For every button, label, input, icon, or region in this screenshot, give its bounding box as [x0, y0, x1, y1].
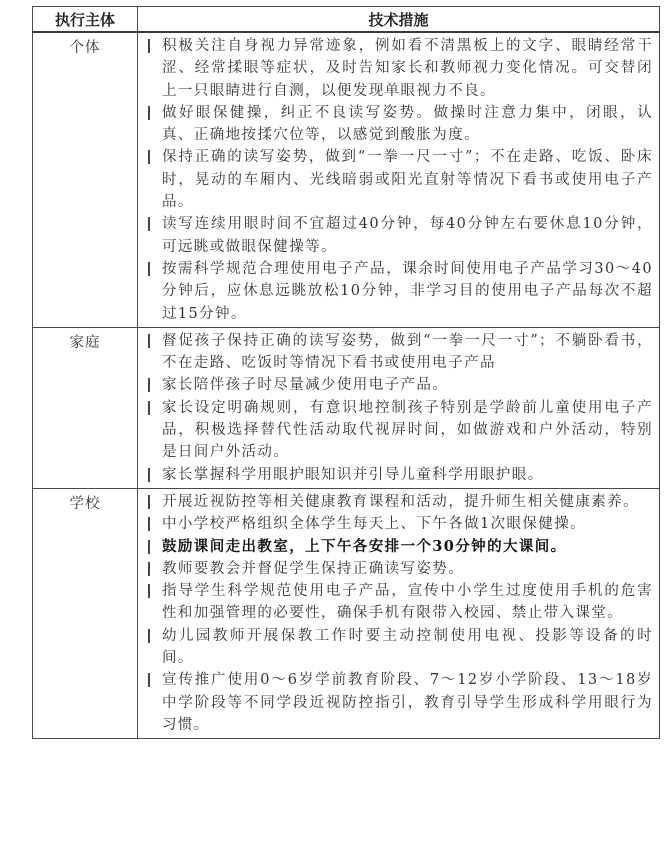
- document-page: [32, 6, 660, 739]
- measure-item: 指导学生科学规范使用电子产品，宣传中小学生过度使用手机的危害性和加强管理的必要性，确保手机有限带入校园、禁止带入课堂。: [146, 580, 653, 625]
- measures-cell: [138, 488, 660, 738]
- header-measures: 技术措施: [138, 7, 660, 33]
- table-row-individual: [33, 32, 660, 327]
- measure-item: 督促孩子保持正确的读写姿势，做到“一拳一尺一寸”；不躺卧看书，不在走路、吃饭时等情况下看书或使用电子产品: [146, 330, 653, 375]
- header-subject: 执行主体: [33, 7, 138, 33]
- measure-item: 开展近视防控等相关健康教育课程和活动，提升师生相关健康素养。: [146, 491, 653, 513]
- measure-item: 家长掌握科学用眼护眼知识并引导儿童科学用眼护眼。: [146, 464, 653, 486]
- measure-item: 家长陪伴孩子时尽量减少使用电子产品。: [146, 374, 653, 396]
- table-row-family: [33, 327, 660, 488]
- measure-item: 幼儿园教师开展保教工作时要主动控制使用电视、投影等设备的时间。: [146, 625, 653, 670]
- measure-item: 积极关注自身视力异常迹象，例如看不清黑板上的文字、眼睛经常干涩、经常揉眼等症状，及时告知家长和教师视力变化情况。可交替闭上一只眼睛进行自测，以便发现单眼视力不良。: [146, 35, 653, 102]
- measure-item: 教师要教会并督促学生保持正确读写姿势。: [146, 558, 653, 580]
- table-header-row: [33, 7, 660, 33]
- measure-item: 按需科学规范合理使用电子产品，课余时间使用电子产品学习30～40分钟后，应休息远眺放松10分钟，非学习目的使用电子产品每次不超过15分钟。: [146, 258, 653, 325]
- measure-item: 家长设定明确规则，有意识地控制孩子特别是学龄前儿童使用电子产品，积极选择替代性活动取代视屏时间，如做游戏和户外活动，特别是日间户外活动。: [146, 397, 653, 464]
- measure-item: 读写连续用眼时间不宜超过40分钟，每40分钟左右要休息10分钟，可远眺或做眼保健操等。: [146, 213, 653, 258]
- measure-item: 保持正确的读写姿势，做到“一拳一尺一寸”；不在走路、吃饭、卧床时，晃动的车厢内、光线暗弱或阳光直射等情况下看书或使用电子产品。: [146, 146, 653, 213]
- measure-item-emphasized: 鼓励课间走出教室，上下午各安排一个30分钟的大课间。: [146, 536, 653, 558]
- measure-item: 做好眼保健操，纠正不良读写姿势。做操时注意力集中，闭眼，认真、正确地按揉穴位等，以感觉到酸胀为度。: [146, 102, 653, 147]
- table-row-school: [33, 488, 660, 738]
- measure-item: 宣传推广使用0～6岁学前教育阶段、7～12岁小学阶段、13～18岁中学阶段等不同学段近视防控指引，教育引导学生形成科学用眼行为习惯。: [146, 669, 653, 736]
- subject-cell: 学校: [33, 488, 138, 738]
- measures-cell: [138, 32, 660, 327]
- subject-cell: 个体: [33, 32, 138, 327]
- subject-cell: 家庭: [33, 327, 138, 488]
- measures-cell: [138, 327, 660, 488]
- measure-item: 中小学校严格组织全体学生每天上、下午各做1次眼保健操。: [146, 513, 653, 535]
- measures-table: [32, 6, 660, 739]
